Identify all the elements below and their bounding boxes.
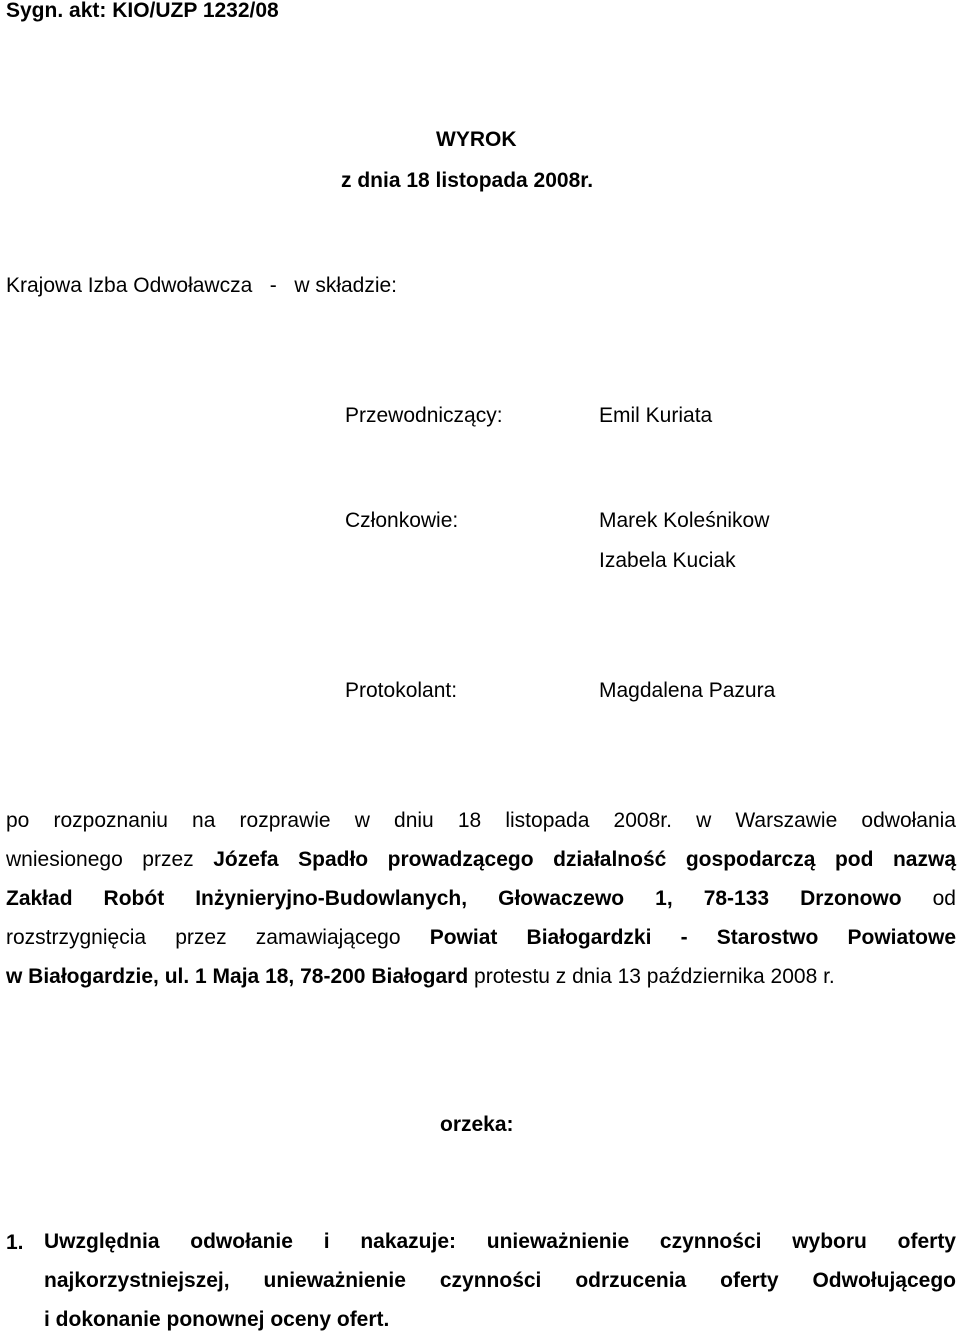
- judgment-title: WYROK: [436, 128, 517, 151]
- member-name-2: Izabela Kuciak: [599, 549, 736, 572]
- body-plain: rozstrzygnięcia przez zamawiającego: [6, 926, 401, 949]
- appellant-name: Józefa Spadło prowadzącego działalność gospodarczą pod nazwą: [213, 848, 956, 871]
- appellant-business: Zakład Robót Inżynieryjno-Budowlanych, Głowaczewo 1, 78-133 Drzonowo: [6, 887, 902, 910]
- body-line-2: [6, 840, 956, 879]
- body-plain: wniesionego przez: [6, 848, 194, 871]
- intro-dash: -: [269, 274, 277, 297]
- body-plain: od: [932, 887, 956, 910]
- body-line-5: [6, 957, 835, 996]
- body-line-1: po rozpoznaniu na rozprawie w dniu 18 listopada 2008r. w Warszawie odwołania: [6, 809, 956, 832]
- ruling-item-line-1: Uwzględnia odwołanie i nakazuje: unieważnienie czynności wyboru oferty: [44, 1230, 956, 1253]
- chair-name: Emil Kuriata: [599, 404, 713, 427]
- case-reference: Sygn. akt: KIO/UZP 1232/08: [6, 0, 279, 22]
- chair-label: Przewodniczący:: [345, 404, 503, 427]
- body-line-4: [6, 918, 956, 957]
- composition-intro: [6, 275, 397, 296]
- authority-address: w Białogardzie, ul. 1 Maja 18, 78-200 Białogard: [6, 965, 469, 988]
- tribunal-name: Krajowa Izba Odwoławcza: [6, 274, 253, 297]
- ruling-heading: orzeka:: [440, 1113, 514, 1136]
- contracting-authority: Powiat Białogardzki - Starostwo Powiatowe: [429, 926, 956, 949]
- body-line-3: [6, 879, 956, 918]
- clerk-label: Protokolant:: [345, 679, 458, 702]
- intro-composition: w składzie:: [294, 274, 398, 297]
- members-label: Członkowie:: [345, 509, 459, 532]
- ruling-item-number: 1.: [6, 1231, 24, 1254]
- judgment-date: z dnia 18 listopada 2008r.: [341, 169, 594, 192]
- ruling-item-line-2: najkorzystniejszej, unieważnienie czynności odrzucenia oferty Odwołującego: [44, 1269, 956, 1292]
- ruling-item-line-3: i dokonanie ponownej oceny ofert.: [44, 1308, 390, 1331]
- clerk-name: Magdalena Pazura: [599, 679, 776, 702]
- member-name-1: Marek Koleśnikow: [599, 509, 770, 532]
- protest-date: protestu z dnia 13 października 2008 r.: [474, 965, 835, 988]
